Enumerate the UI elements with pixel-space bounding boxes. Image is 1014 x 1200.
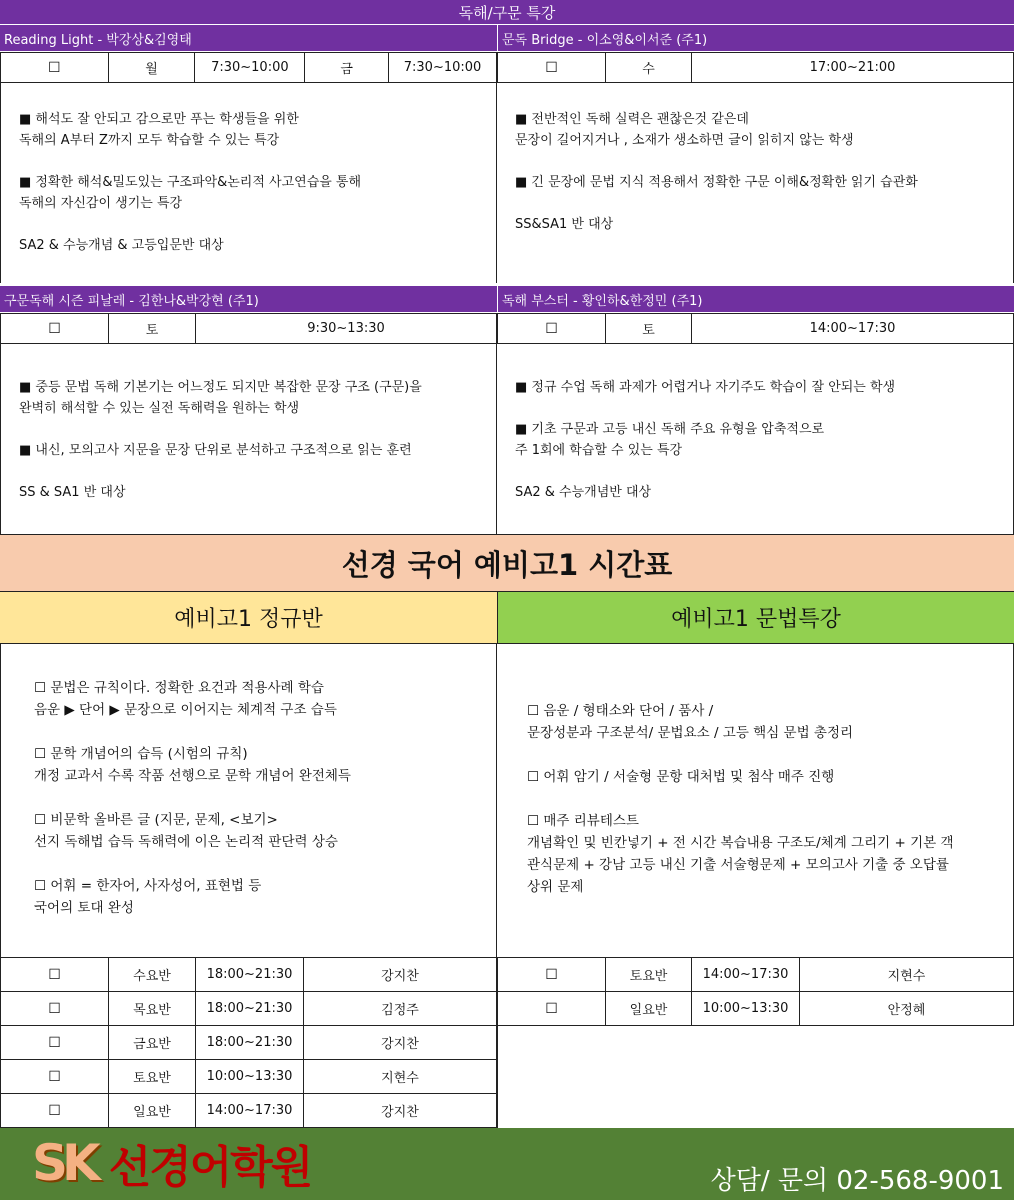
table-row: [1, 1094, 497, 1128]
desc-target: SA2 & 수능개념반 대상: [515, 485, 652, 500]
time-cell: 14:00~17:30: [196, 1094, 304, 1128]
day-cell: 토요반: [109, 1060, 196, 1094]
day-cell: 일요반: [606, 992, 692, 1026]
time-cell: 10:00~13:30: [196, 1060, 304, 1094]
table-row: [498, 958, 1014, 992]
desc-line: 주 1회에 학습할 수 있는 특강: [515, 443, 683, 458]
enroll-checkbox[interactable]: ☐: [1, 314, 109, 344]
desc-line: 관식문제 + 강남 고등 내신 기출 서술형문제 + 모의고사 기출 중 오답률: [527, 857, 949, 873]
desc-line: ■ 해석도 잘 안되고 감으로만 푸는 학생들을 위한: [19, 112, 299, 127]
desc-line: 개정 교과서 수록 작품 선행으로 문학 개념어 완전체득: [34, 768, 351, 784]
desc-line: ■ 긴 문장에 문법 지식 적용해서 정확한 구문 이해&정확한 읽기 습관화: [515, 175, 918, 190]
desc-line: ☐ 어휘 암기 / 서술형 문항 대처법 및 첨삭 매주 진행: [527, 769, 835, 785]
class-title-bridge: 문독 Bridge - 이소영&이서준 (주1): [497, 24, 1014, 51]
class-title-reading-light: Reading Light - 박강상&김영태: [0, 24, 497, 51]
regular-schedule-table: [0, 957, 497, 1128]
class-description-finale: [0, 343, 497, 534]
table-row: [498, 53, 1014, 83]
desc-line: ■ 중등 문법 독해 기본기는 어느정도 되지만 복잡한 문장 구조 (구문)을: [19, 380, 422, 395]
special-lecture-title: 독해/구문 특강: [0, 0, 1014, 24]
time-cell: 7:30~10:00: [389, 53, 497, 83]
logo-text: 선경어학원: [108, 1142, 312, 1193]
table-row: [1, 1060, 497, 1094]
desc-line: ☐ 매주 리뷰테스트: [527, 813, 639, 829]
table-row: [498, 992, 1014, 1026]
day-cell: 토: [109, 314, 196, 344]
class-title-booster: 독해 부스터 - 황인하&한정민 (주1): [497, 285, 1014, 312]
enroll-checkbox[interactable]: ☐: [498, 314, 606, 344]
enroll-checkbox[interactable]: ☐: [498, 53, 606, 83]
desc-line: ■ 내신, 모의고사 지문을 문장 단위로 분석하고 구조적으로 읽는 훈련: [19, 443, 412, 458]
enroll-checkbox[interactable]: ☐: [1, 1094, 109, 1128]
desc-line: ■ 정규 수업 독해 과제가 어렵거나 자기주도 학습이 잘 안되는 학생: [515, 380, 896, 395]
desc-line: 완벽히 해석할 수 있는 실전 독해력을 원하는 학생: [19, 401, 300, 416]
day-cell: 토: [606, 314, 692, 344]
regular-class-description: [0, 644, 497, 958]
table-row: [498, 314, 1014, 344]
desc-line: ☐ 문법은 규칙이다. 정확한 요건과 적용사례 학습: [34, 680, 324, 696]
desc-target: SS&SA1 반 대상: [515, 217, 614, 232]
desc-line: 상위 문제: [527, 879, 584, 895]
desc-line: ■ 전반적인 독해 실력은 괜찮은것 같은데: [515, 112, 749, 127]
day-cell: 수요반: [109, 958, 196, 992]
academy-logo: [32, 1130, 311, 1196]
timetable-title: 선경 국어 예비고1 시간표: [0, 534, 1014, 592]
time-cell: 18:00~21:30: [196, 1026, 304, 1060]
enroll-checkbox[interactable]: ☐: [1, 992, 109, 1026]
desc-line: 문장이 길어지거나 , 소재가 생소하면 글이 읽히지 않는 학생: [515, 133, 854, 148]
class-description-booster: [497, 343, 1014, 534]
day-cell: 금요반: [109, 1026, 196, 1060]
grammar-class-title: 예비고1 문법특강: [497, 592, 1014, 644]
desc-line: ☐ 음운 / 형태소와 단어 / 품사 /: [527, 703, 714, 719]
desc-line: ■ 정확한 해석&밀도있는 구조파악&논리적 사고연습을 통해: [19, 175, 362, 190]
table-row: [1, 53, 497, 83]
teacher-cell: 강지찬: [304, 958, 497, 992]
time-cell: 10:00~13:30: [692, 992, 800, 1026]
day-cell: 토요반: [606, 958, 692, 992]
regular-class-title: 예비고1 정규반: [0, 592, 497, 644]
day-cell: 수: [606, 53, 692, 83]
desc-line: ☐ 비문학 올바른 글 (지문, 문제, <보기>: [34, 812, 278, 828]
desc-target: SS & SA1 반 대상: [19, 485, 126, 500]
enroll-checkbox[interactable]: ☐: [1, 1060, 109, 1094]
schedule-table-finale: [0, 313, 497, 344]
class-title-finale: 구문독해 시즌 피날레 - 김한나&박강현 (주1): [0, 285, 497, 312]
contact-phone: 상담/ 문의 02-568-9001: [710, 1166, 1004, 1196]
time-cell: 7:30~10:00: [195, 53, 305, 83]
table-row: [1, 992, 497, 1026]
time-cell: 18:00~21:30: [196, 958, 304, 992]
teacher-cell: 지현수: [800, 958, 1014, 992]
desc-line: 선지 독해법 습득 독해력에 이은 논리적 판단력 상승: [34, 834, 338, 850]
desc-line: 독해의 자신감이 생기는 특강: [19, 196, 183, 211]
desc-line: ☐ 어휘 = 한자어, 사자성어, 표현법 등: [34, 878, 262, 894]
desc-line: ☐ 문학 개념어의 습득 (시험의 규칙): [34, 746, 248, 762]
table-row: [1, 958, 497, 992]
teacher-cell: 김정주: [304, 992, 497, 1026]
day-cell: 월: [108, 53, 195, 83]
column-divider: [497, 1025, 498, 1128]
day-cell: 금: [305, 53, 389, 83]
logo-mark: SK: [32, 1134, 95, 1192]
grammar-schedule-table: [497, 957, 1014, 1026]
time-cell: 14:00~17:30: [692, 314, 1014, 344]
enroll-checkbox[interactable]: ☐: [1, 1026, 109, 1060]
schedule-table-bridge: [497, 52, 1014, 83]
schedule-table-reading-light: [0, 52, 497, 83]
teacher-cell: 지현수: [304, 1060, 497, 1094]
grammar-class-description: [497, 644, 1014, 958]
time-cell: 9:30~13:30: [196, 314, 497, 344]
enroll-checkbox[interactable]: ☐: [1, 53, 109, 83]
desc-target: SA2 & 수능개념 & 고등입문반 대상: [19, 238, 224, 253]
desc-line: ■ 기초 구문과 고등 내신 독해 주요 유형을 압축적으로: [515, 422, 825, 437]
desc-line: 문장성분과 구조분석/ 문법요소 / 고등 핵심 문법 총정리: [527, 725, 854, 741]
teacher-cell: 강지찬: [304, 1094, 497, 1128]
desc-line: 독해의 A부터 Z까지 모두 학습할 수 있는 특강: [19, 133, 280, 148]
desc-line: 개념확인 및 빈칸넣기 + 전 시간 복습내용 구조도/체계 그리기 + 기본 객: [527, 835, 954, 851]
teacher-cell: 강지찬: [304, 1026, 497, 1060]
class-description-reading-light: [0, 82, 497, 283]
desc-line: 국어의 토대 완성: [34, 900, 134, 916]
class-description-bridge: [497, 82, 1014, 283]
desc-line: 음운 ▶ 단어 ▶ 문장으로 이어지는 체계적 구조 습득: [34, 702, 337, 718]
time-cell: 17:00~21:00: [692, 53, 1014, 83]
enroll-checkbox[interactable]: ☐: [498, 958, 606, 992]
enroll-checkbox[interactable]: ☐: [1, 958, 109, 992]
day-cell: 일요반: [109, 1094, 196, 1128]
time-cell: 14:00~17:30: [692, 958, 800, 992]
table-row: [1, 1026, 497, 1060]
time-cell: 18:00~21:30: [196, 992, 304, 1026]
enroll-checkbox[interactable]: ☐: [498, 992, 606, 1026]
teacher-cell: 안정혜: [800, 992, 1014, 1026]
schedule-table-booster: [497, 313, 1014, 344]
day-cell: 목요반: [109, 992, 196, 1026]
table-row: [1, 314, 497, 344]
